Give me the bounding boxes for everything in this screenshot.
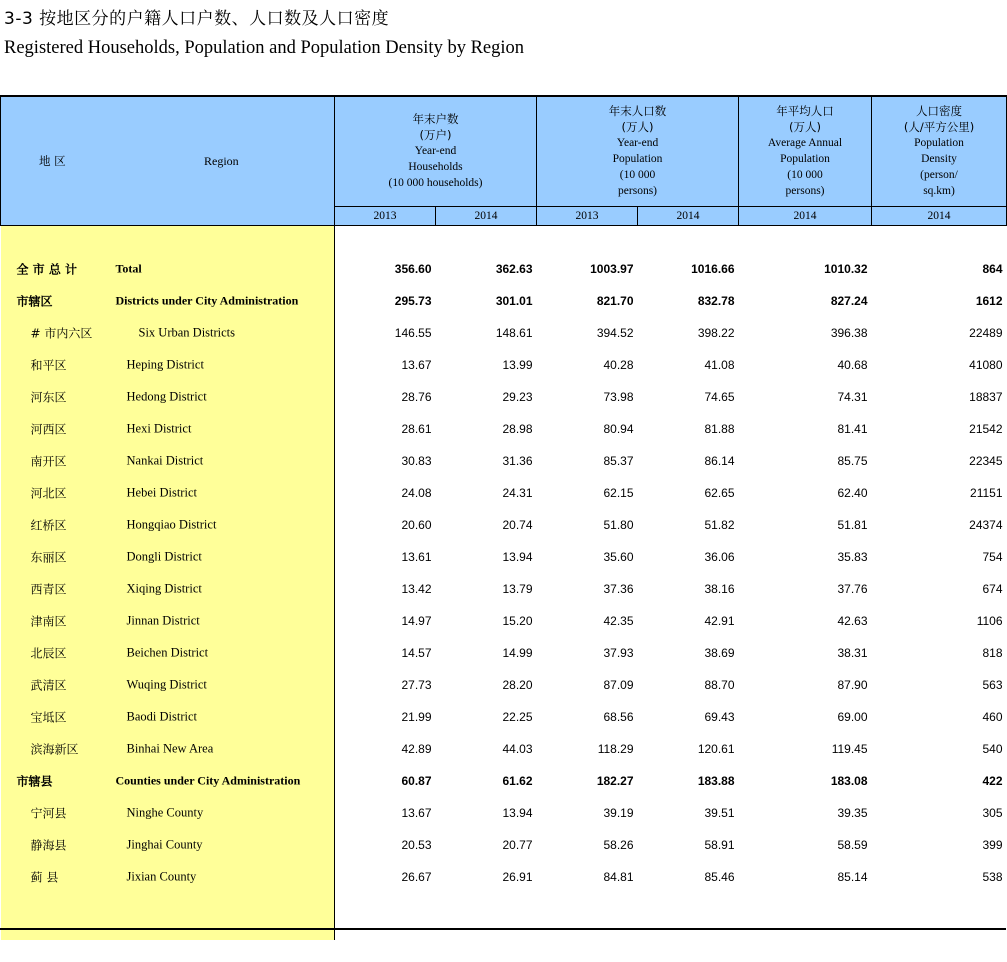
table-row [1,413,1007,445]
region-cell [1,509,335,541]
households-header-line: (万户) [419,128,452,143]
value-cell: 38.31 [837,645,868,660]
year-header: 2014 [872,206,1007,225]
value-cell: 28.20 [502,677,533,692]
households-header-line: Households [408,161,463,174]
region-cell [1,637,335,669]
value-cell: 87.09 [603,677,634,692]
region-name-cn: 武清区 [30,678,67,692]
region-name-en: Six Urban Districts [138,325,236,339]
value-cell: 58.91 [704,837,735,852]
region-name-en: Xiqing District [126,581,202,595]
year-header: 2014 [436,206,537,225]
households-header-line: (10 000 households) [388,177,483,190]
value-cell: 394.52 [596,325,634,340]
region-name-en: Heping District [126,357,204,371]
table-row [1,797,1007,829]
value-cell: 35.60 [603,549,634,564]
value-cell: 39.51 [704,805,735,820]
value-cell: 295.73 [394,293,432,308]
table-row [1,637,1007,669]
value-cell: 21542 [969,421,1003,436]
region-cell [1,285,335,317]
value-cell: 74.65 [704,389,735,404]
value-cell: 37.93 [603,645,634,660]
region-cell [1,829,335,861]
table-row [1,733,1007,765]
value-cell: 182.27 [596,773,634,788]
table-row [1,701,1007,733]
table-row [1,285,1007,317]
value-cell: 422 [982,773,1003,788]
value-cell: 39.35 [837,805,868,820]
region-cell [1,253,335,285]
region-cell [1,669,335,701]
region-name-en: Hexi District [126,421,192,435]
value-cell: 58.59 [837,837,868,852]
value-cell: 28.61 [401,421,432,436]
value-cell: 51.82 [704,517,735,532]
households-header [335,96,537,206]
region-name-cn: 北辰区 [30,646,67,660]
value-cell: 22489 [969,325,1003,340]
table-row [1,477,1007,509]
value-cell: 120.61 [697,741,735,756]
value-cell: 20.74 [502,517,533,532]
region-header-en: Region [204,154,239,168]
value-cell: 21.99 [401,709,432,724]
region-name-cn: 市辖区 [16,294,53,308]
value-cell: 21151 [970,485,1003,500]
region-name-cn: 宁河县 [30,806,67,820]
region-cell [1,893,335,940]
value-cell: 1612 [975,293,1003,308]
region-name-en: Baodi District [126,709,197,723]
value-cell: 20.60 [401,517,432,532]
density-header-line: 人口密度 [916,104,963,119]
region-cell [1,317,335,349]
value-cell: 13.99 [502,357,533,372]
value-cell: 86.14 [704,453,735,468]
region-name-cn: 全 市 总 计 [16,262,78,276]
value-cell: 85.75 [837,453,868,468]
value-cell: 69.43 [704,709,735,724]
value-cell: 362.63 [495,261,533,276]
year-header: 2014 [739,206,872,225]
table-row [1,541,1007,573]
region-name-cn: 津南区 [30,614,67,628]
value-cell: 1016.66 [691,261,735,276]
region-name-en: Districts under City Administration [115,293,299,307]
value-cell: 24374 [969,517,1003,532]
value-cell: 37.76 [837,581,868,596]
value-cell: 399 [982,837,1003,852]
value-cell: 14.97 [401,613,432,628]
value-cell: 62.65 [704,485,735,500]
region-name-en: Jinghai County [126,837,203,851]
table-row [1,829,1007,861]
value-cell: 29.23 [502,389,533,404]
value-cell: 51.81 [837,517,868,532]
value-cell: 44.03 [502,741,533,756]
value-cell: 13.61 [401,549,432,564]
value-cell: 20.53 [401,837,432,852]
value-cell: 36.06 [704,549,735,564]
region-cell [1,541,335,573]
value-cell: 85.14 [837,869,868,884]
value-cell: 27.73 [401,677,432,692]
density-header-line: (person/ [920,169,958,182]
bottom-rule [0,928,1006,930]
value-cell: 58.26 [603,837,634,852]
value-cell: 18837 [969,389,1003,404]
value-cell: 28.76 [401,389,432,404]
value-cell: 563 [982,677,1003,692]
value-cell: 40.28 [603,357,634,372]
value-cell: 80.94 [603,421,634,436]
value-cell: 864 [982,261,1003,276]
value-cell: 28.98 [502,421,533,436]
region-cell [1,225,335,253]
table-row [1,765,1007,797]
population-header-line: 年末人口数 [608,104,667,119]
avg-population-header-line: Population [780,153,830,166]
region-name-cn: 西青区 [30,582,67,596]
value-cell: 35.83 [837,549,868,564]
value-cell: 81.88 [704,421,735,436]
population-header-line: (万人) [621,120,654,135]
value-cell: 24.31 [502,485,533,500]
region-cell [1,349,335,381]
value-cell: 62.40 [837,485,868,500]
table-row [1,573,1007,605]
region-name-cn: 市辖县 [16,774,53,788]
density-header-line: (人/平方公里) [903,120,975,135]
value-cell: 540 [982,741,1003,756]
value-cell: 14.99 [502,645,533,660]
value-cell: 51.80 [603,517,634,532]
region-name-cn: 东丽区 [30,550,67,564]
population-header [537,96,739,206]
value-cell: 13.42 [401,581,432,596]
value-cell: 87.90 [837,677,868,692]
value-cell: 22.25 [502,709,533,724]
value-cell: 13.67 [401,357,432,372]
region-name-cn: 河西区 [30,422,67,436]
region-name-cn: 静海县 [30,838,67,852]
region-name-cn: 蓟 县 [30,870,59,884]
value-cell: 42.35 [603,613,634,628]
value-cell: 85.46 [704,869,735,884]
region-cell [1,701,335,733]
value-cell: 1106 [976,613,1003,628]
avg-population-header-line: Average Annual [767,137,843,150]
region-name-en: Hebei District [126,485,197,499]
value-cell: 41080 [969,357,1003,372]
value-cell: 827.24 [830,293,868,308]
avg-population-header-line: (10 000 [787,169,823,182]
value-cell: 1010.32 [824,261,868,276]
table-row [1,669,1007,701]
value-cell: 24.08 [401,485,432,500]
region-cell [1,861,335,893]
value-cell: 73.98 [603,389,634,404]
table-row [1,605,1007,637]
value-cell: 356.60 [394,261,432,276]
region-header [1,96,335,225]
region-name-en: Dongli District [126,549,202,563]
region-name-cn: 和平区 [30,358,67,372]
value-cell: 13.94 [502,805,533,820]
region-name-en: Jixian County [126,869,197,883]
table-body [1,225,1007,940]
table-title-en: Registered Households, Population and Population Density by Region [4,38,525,58]
value-cell: 38.69 [704,645,735,660]
population-header-line: Year-end [616,137,659,150]
population-header-line: Population [612,153,663,166]
table-row [1,349,1007,381]
value-cell: 396.38 [830,325,868,340]
value-cell: 146.55 [394,325,432,340]
value-cell: 148.61 [495,325,533,340]
value-cell: 15.20 [502,613,533,628]
table-title-cn: 3-3 按地区分的户籍人口户数、人口数及人口密度 [4,9,390,29]
table-row [1,861,1007,893]
density-header-line: Population [914,137,964,150]
value-cell: 68.56 [603,709,634,724]
region-name-cn: 宝坻区 [30,710,67,724]
value-cell: 119.45 [831,741,868,756]
region-name-en: Jinnan District [126,613,200,627]
avg-population-header [739,96,872,206]
table-row [1,509,1007,541]
region-name-cn: 河北区 [30,486,67,500]
region-cell [1,477,335,509]
population-header-line: (10 000 [619,169,656,182]
value-cell: 37.36 [603,581,634,596]
statistics-table [0,95,1007,940]
value-cell: 26.67 [401,869,432,884]
avg-population-header-line: persons) [785,185,825,198]
region-name-en: Hongqiao District [126,517,217,531]
value-cell: 832.78 [697,293,735,308]
value-cell: 81.41 [837,421,868,436]
region-cell [1,573,335,605]
region-cell [1,797,335,829]
region-name-cn: 河东区 [30,390,67,404]
value-cell: 13.79 [502,581,533,596]
value-cell: 13.67 [401,805,432,820]
value-cell: 22345 [969,453,1003,468]
region-name-cn: 南开区 [30,454,67,468]
density-header-line: sq.km) [923,185,955,198]
value-cell: 30.83 [401,453,432,468]
value-cell: 818 [982,645,1003,660]
avg-population-header-line: (万人) [789,120,821,135]
region-cell [1,445,335,477]
region-name-cn: 滨海新区 [30,742,79,756]
value-cell: 674 [982,581,1003,596]
value-cell: 13.94 [502,549,533,564]
value-cell: 821.70 [596,293,634,308]
region-cell [1,765,335,797]
value-cell: 118.29 [597,741,634,756]
region-name-en: Ninghe County [126,805,204,819]
region-name-en: Counties under City Administration [115,773,301,787]
year-header: 2014 [638,206,739,225]
value-cell: 26.91 [502,869,533,884]
value-cell: 62.15 [603,485,634,500]
population-header-line: persons) [618,185,657,198]
value-cell: 398.22 [697,325,735,340]
value-cell: 61.62 [502,773,533,788]
year-header: 2013 [335,206,436,225]
density-header [872,96,1007,206]
value-cell: 538 [982,869,1003,884]
region-name-en: Beichen District [126,645,209,659]
value-cell: 69.00 [837,709,868,724]
value-cell: 88.70 [704,677,735,692]
households-header-line: Year-end [414,145,457,158]
region-name-cn: # 市内六区 [30,326,93,340]
region-name-en: Binhai New Area [126,741,214,755]
avg-population-header-line: 年平均人口 [776,104,834,119]
year-header: 2013 [537,206,638,225]
value-cell: 42.91 [704,613,735,628]
region-name-en: Total [115,261,142,275]
value-cell: 74.31 [837,389,868,404]
value-cell: 42.63 [837,613,868,628]
value-cell: 20.77 [502,837,533,852]
table-row [1,381,1007,413]
value-cell: 42.89 [401,741,432,756]
value-cell: 39.19 [603,805,634,820]
value-cell: 84.81 [603,869,634,884]
table-row [1,253,1007,285]
region-cell [1,733,335,765]
density-header-line: Density [921,153,957,166]
value-cell: 40.68 [837,357,868,372]
value-cell: 305 [982,805,1003,820]
value-cell: 41.08 [704,357,735,372]
value-cell: 754 [982,549,1003,564]
value-cell: 14.57 [401,645,432,660]
region-cell [1,605,335,637]
table-row [1,317,1007,349]
table-header [1,96,1007,225]
value-cell: 1003.97 [590,261,634,276]
value-cell: 183.88 [697,773,735,788]
value-cell: 301.01 [495,293,533,308]
region-name-cn: 红桥区 [30,518,67,532]
region-name-en: Nankai District [126,453,204,467]
value-cell: 460 [982,709,1003,724]
region-cell [1,381,335,413]
value-cell: 85.37 [603,453,634,468]
region-cell [1,413,335,445]
region-header-cn: 地 区 [39,154,66,168]
region-name-en: Hedong District [126,389,207,403]
value-cell: 31.36 [502,453,533,468]
table-row [1,445,1007,477]
value-cell: 60.87 [401,773,432,788]
region-name-en: Wuqing District [126,677,207,691]
value-cell: 38.16 [704,581,735,596]
households-header-line: 年末户数 [412,112,459,127]
value-cell: 183.08 [830,773,868,788]
